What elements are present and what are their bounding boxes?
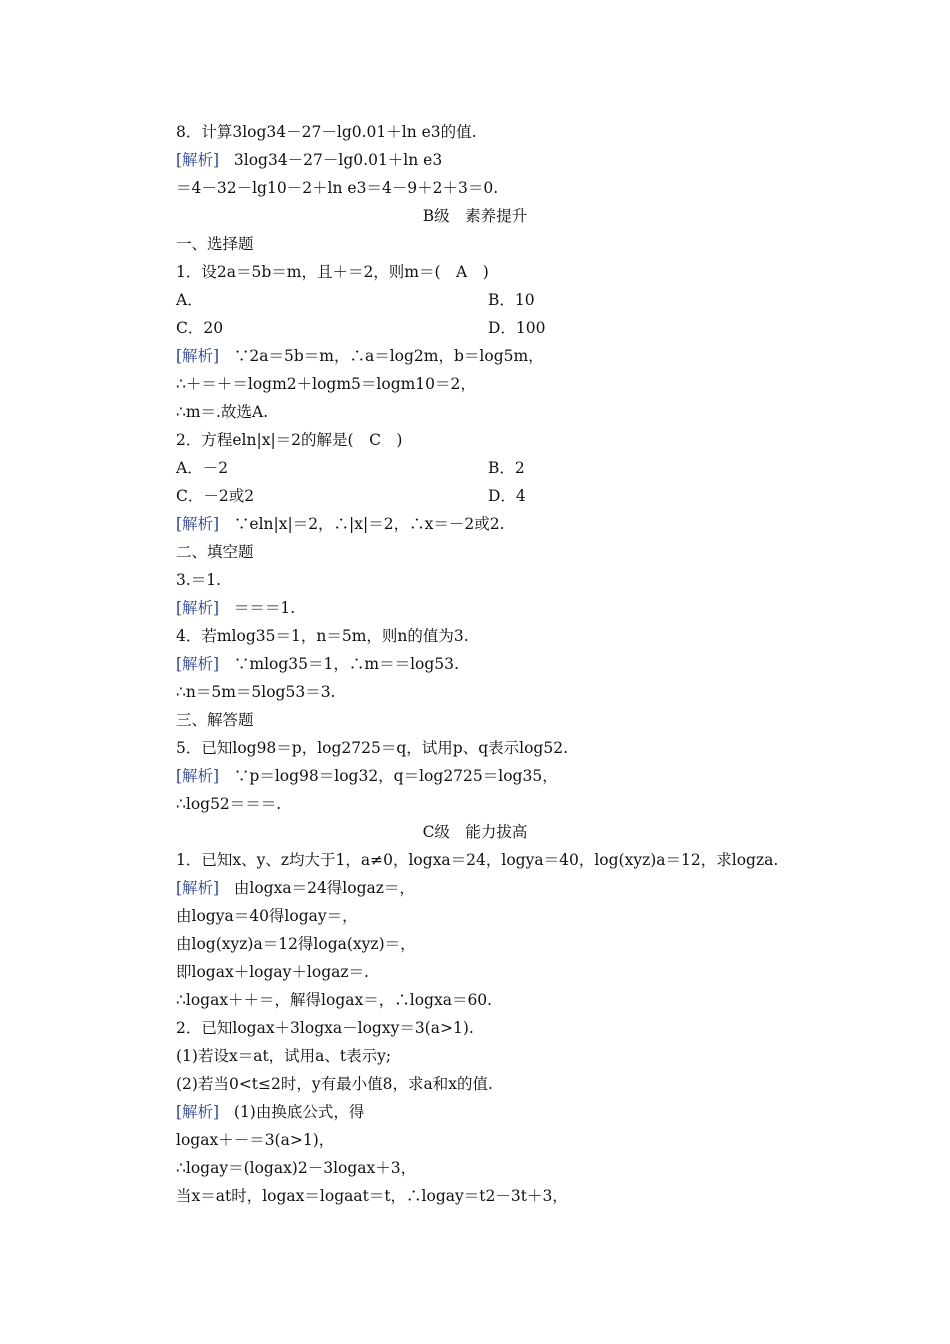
solution-line: 即logax＋logay＋logaz＝. [176, 963, 369, 981]
question-c2-part2: (2)若当0<t≤2时，y有最小值8，求a和x的值. [176, 1075, 493, 1093]
solution-line: ∴logay＝(logax)2－3logax＋3， [176, 1159, 417, 1177]
question-c2-part1: (1)若设x＝at，试用a、t表示y; [176, 1047, 392, 1065]
solution-line: [解析] ∵2a＝5b＝m，∴a＝log2m，b＝log5m， [176, 347, 544, 365]
question-1: 1．设2a＝5b＝m，且＋＝2，则m＝( A ) [176, 263, 489, 281]
question-4: 4．若mlog35＝1，n＝5m，则n的值为3. [176, 627, 469, 645]
solution-line: [解析] 由logxa＝24得logaz＝， [176, 879, 415, 897]
solution-line: [解析] ∵p＝log98＝log32，q＝log2725＝log35， [176, 767, 558, 785]
solution-tag: [解析] [176, 879, 220, 897]
option-c: C．－2或2 [176, 487, 255, 505]
solution-line: [解析] (1)由换底公式，得 [176, 1103, 365, 1121]
section-heading-b: B级 素养提升 [422, 207, 528, 225]
solution-tag: [解析] [176, 599, 220, 617]
solution-line: ∴n＝5m＝5log53＝3. [176, 683, 336, 701]
solution-tag: [解析] [176, 1103, 220, 1121]
option-a: A． [176, 291, 203, 309]
solution-tag: [解析] [176, 767, 220, 785]
solution-line: ∴logax＋＋＝，解得logax＝，∴logxa＝60. [176, 991, 493, 1009]
solution-line: 由logya＝40得logay＝， [176, 907, 358, 925]
option-d: D．4 [488, 487, 526, 505]
solution-tag: [解析] [176, 151, 220, 169]
solution-line: [解析] 3log34－27－lg0.01＋ln e3 [176, 151, 443, 169]
solution-tag: [解析] [176, 347, 220, 365]
problem-8-statement: 8．计算3log34－27－lg0.01＋ln e3的值. [176, 123, 477, 141]
option-b: B．2 [488, 459, 525, 477]
subsection-heading: 一、选择题 [176, 235, 254, 253]
question-c2: 2．已知logax＋3logxa－logxy＝3(a>1). [176, 1019, 474, 1037]
solution-line: ∴m＝.故选A. [176, 403, 269, 421]
solution-tag: [解析] [176, 515, 220, 533]
question-c1: 1．已知x、y、z均大于1，a≠0，logxa＝24，logya＝40，log(xyz)a＝12，求logza. [176, 851, 779, 869]
section-heading-c: C级 能力拔高 [422, 823, 528, 841]
solution-line: [解析] ∵eln|x|＝2，∴|x|＝2，∴x＝－2或2. [176, 515, 505, 533]
subsection-heading: 三、解答题 [176, 711, 254, 729]
solution-line: [解析] ＝＝＝1. [176, 599, 296, 617]
subsection-heading: 二、填空题 [176, 543, 254, 561]
solution-line: 由log(xyz)a＝12得loga(xyz)＝， [176, 935, 416, 953]
solution-line: ∴log52＝＝＝. [176, 795, 282, 813]
solution-tag: [解析] [176, 655, 220, 673]
solution-line: ＝4－32－lg10－2＋ln e3＝4－9＋2＋3＝0. [176, 179, 499, 197]
option-c: C．20 [176, 319, 224, 337]
question-2: 2．方程eln|x|＝2的解是( C ) [176, 431, 403, 449]
option-a: A．－2 [176, 459, 229, 477]
solution-line: 当x＝at时，logax＝logaat＝t，∴logay＝t2－3t＋3， [176, 1187, 568, 1205]
option-b: B．10 [488, 291, 535, 309]
solution-line: logax＋－＝3(a>1)， [176, 1131, 335, 1149]
solution-line: [解析] ∵mlog35＝1，∴m＝＝log53. [176, 655, 459, 673]
solution-line: ∴＋＝＋＝logm2＋logm5＝logm10＝2， [176, 375, 476, 393]
question-3: 3.＝1. [176, 571, 222, 589]
option-d: D．100 [488, 319, 546, 337]
question-5: 5．已知log98＝p，log2725＝q，试用p、q表示log52. [176, 739, 569, 757]
